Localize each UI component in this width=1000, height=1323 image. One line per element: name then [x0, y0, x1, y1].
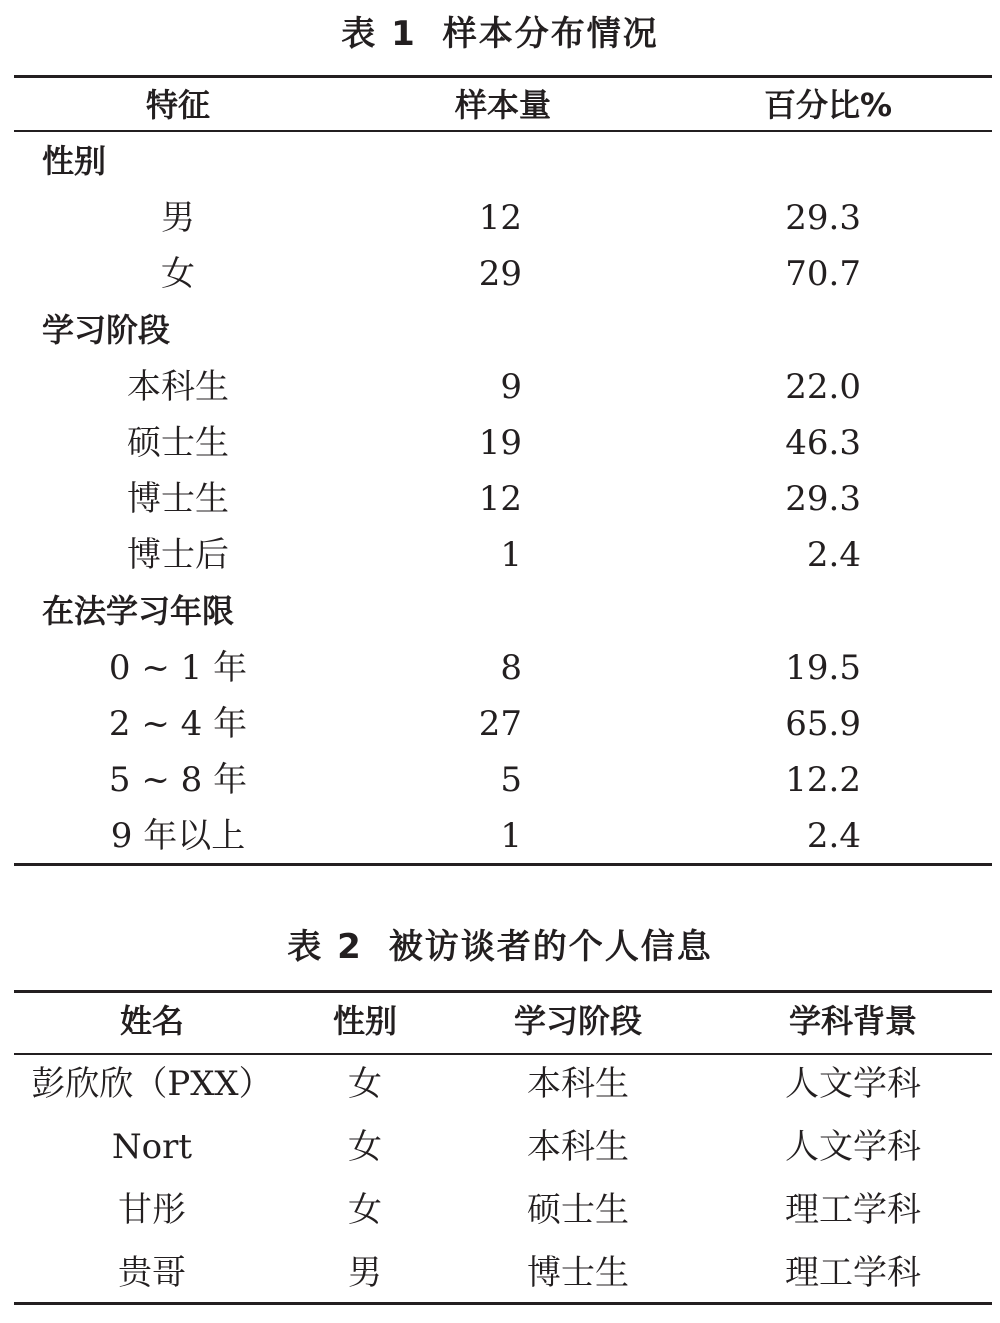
table2-row-background: 人文学科 [785, 1064, 921, 1104]
table1-header-rule [14, 130, 992, 132]
table1-row-feature: 男 [161, 198, 195, 238]
table2-row-name: Nort [111, 1127, 193, 1167]
table2-top-rule [14, 990, 992, 993]
table1-row-percent: 65.9 [785, 704, 861, 744]
table2-header-gender: 性别 [332, 1002, 398, 1040]
table1-group-label: 在法学习年限 [42, 592, 235, 630]
table2-header-background: 学科背景 [788, 1002, 918, 1040]
table2-row-stage: 本科生 [527, 1127, 629, 1167]
table2-row-stage: 本科生 [527, 1064, 629, 1104]
table2-header-rule [14, 1053, 992, 1055]
table1-row-feature: 博士生 [127, 479, 229, 519]
table2-header-stage: 学习阶段 [513, 1002, 643, 1040]
table1-row-percent: 46.3 [785, 423, 861, 463]
table1-row-count: 12 [478, 198, 522, 238]
table2-row-gender: 男 [348, 1253, 382, 1293]
table2-header-name: 姓名 [119, 1002, 185, 1040]
table2-row-gender: 女 [348, 1064, 382, 1104]
table1-row-feature: 女 [161, 254, 195, 294]
table1-row-percent: 2.4 [806, 816, 861, 856]
table1-group-label: 性别 [42, 142, 107, 180]
table1-row-feature: 9 年以上 [110, 816, 246, 856]
table1-header-feature: 特征 [145, 86, 211, 124]
table1-header-percent: 百分比% [763, 86, 893, 124]
table2-bottom-rule [14, 1302, 992, 1305]
table2-row-background: 人文学科 [785, 1127, 921, 1167]
table1-row-feature: 2 ~ 4 年 [108, 704, 248, 744]
table1-row-count: 9 [500, 367, 522, 407]
table2-row-name: 贵哥 [118, 1253, 186, 1293]
table1-row-feature: 博士后 [127, 535, 229, 575]
table1-row-percent: 19.5 [785, 648, 861, 688]
table2-row-stage: 博士生 [527, 1253, 629, 1293]
table1-row-count: 5 [500, 760, 522, 800]
table1-row-count: 29 [478, 254, 522, 294]
table1-group-label: 学习阶段 [42, 311, 171, 349]
table1-row-percent: 29.3 [785, 479, 861, 519]
table1-row-feature: 硕士生 [127, 423, 229, 463]
table1-row-percent: 70.7 [785, 254, 861, 294]
table2-caption-title: 被访谈者的个人信息 [388, 927, 713, 967]
table1-row-feature: 0 ~ 1 年 [108, 648, 248, 688]
table2-caption-number: 表 2 [287, 927, 363, 967]
table2-row-background: 理工学科 [785, 1190, 921, 1230]
table2-caption [0, 927, 1000, 967]
table1-header-count: 样本量 [454, 86, 552, 124]
table2-row-background: 理工学科 [785, 1253, 921, 1293]
table1-row-feature: 本科生 [127, 367, 229, 407]
table1-caption-title: 样本分布情况 [442, 14, 659, 54]
table2-row-name: 彭欣欣（PXX） [31, 1064, 273, 1104]
table2-row-gender: 女 [348, 1190, 382, 1230]
table1-row-percent: 22.0 [785, 367, 861, 407]
table2-row-gender: 女 [348, 1127, 382, 1167]
table1-top-rule [14, 75, 992, 78]
table2-row-stage: 硕士生 [527, 1190, 629, 1230]
table1-row-count: 19 [478, 423, 522, 463]
table1-row-feature: 5 ~ 8 年 [108, 760, 248, 800]
table1-bottom-rule [14, 863, 992, 866]
table1-row-count: 1 [500, 535, 522, 575]
table1-row-count: 1 [500, 816, 522, 856]
table1-caption [0, 14, 1000, 54]
table1-row-percent: 29.3 [785, 198, 861, 238]
table2-row-name: 甘彤 [118, 1190, 186, 1230]
table1-row-count: 27 [478, 704, 522, 744]
table1-row-count: 12 [478, 479, 522, 519]
table1-row-count: 8 [500, 648, 522, 688]
table1-caption-number: 表 1 [341, 14, 417, 54]
table1-row-percent: 2.4 [806, 535, 861, 575]
table1-row-percent: 12.2 [785, 760, 861, 800]
